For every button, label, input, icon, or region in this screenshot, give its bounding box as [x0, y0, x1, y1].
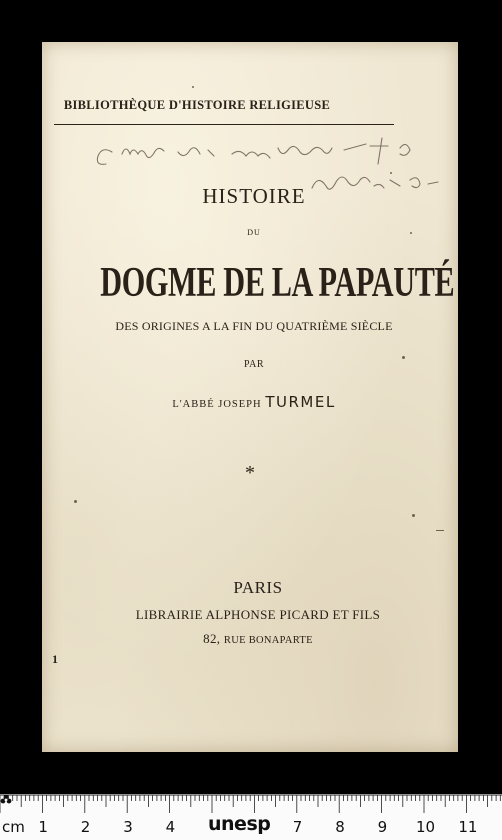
- title-du: DU: [247, 228, 261, 237]
- ruler-number: 4: [165, 818, 176, 836]
- paper-speck: [410, 232, 412, 234]
- imprint-city: PARIS: [233, 578, 283, 597]
- ruler-number: 2: [80, 818, 91, 836]
- ruler-number: 3: [123, 818, 133, 836]
- ruler-number: 1: [38, 818, 48, 836]
- imprint-address: [50, 631, 466, 647]
- margin-number: 1: [52, 652, 58, 666]
- paper-speck: [402, 356, 405, 359]
- title-line-histoire: HISTOIRE: [202, 184, 306, 208]
- unesp-logo: unesp: [208, 813, 271, 835]
- ruler-number: 11: [458, 818, 478, 836]
- paper-speck: [412, 514, 415, 517]
- header-rule: [54, 124, 394, 125]
- scale-ruler: [0, 794, 502, 840]
- ruler-number: 10: [416, 818, 436, 836]
- ruler-number: 9: [377, 818, 388, 836]
- subtitle: DES ORIGINES A LA FIN DU QUATRIÈME SIÈCLE: [115, 319, 393, 333]
- author-surname: TURMEL: [265, 393, 336, 411]
- ruler-number: 8: [335, 818, 345, 836]
- paper-speck: [390, 172, 392, 174]
- address-number: 82,: [203, 631, 221, 646]
- paper-speck: [74, 500, 77, 503]
- title-page: [42, 42, 458, 752]
- paper-speck: [436, 530, 444, 531]
- main-title: DOGME DE LA PAPAUTÉ: [100, 260, 455, 306]
- imprint-publisher: LIBRAIRIE ALPHONSE PICARD ET FILS: [135, 607, 381, 622]
- volume-asterisk: *: [245, 462, 255, 484]
- series-title: BIBLIOTHÈQUE D'HISTOIRE RELIGIEUSE: [63, 98, 331, 112]
- address-street: RUE BONAPARTE: [223, 635, 313, 646]
- paper-speck: [192, 86, 194, 88]
- ruler-unit-label: cm: [2, 818, 25, 836]
- author: [46, 393, 462, 412]
- ruler-number: 7: [292, 818, 303, 836]
- by-line: PAR: [243, 359, 265, 370]
- unesp-flower-icon: [0, 794, 12, 806]
- author-prefix: L'ABBÉ JOSEPH: [172, 399, 262, 410]
